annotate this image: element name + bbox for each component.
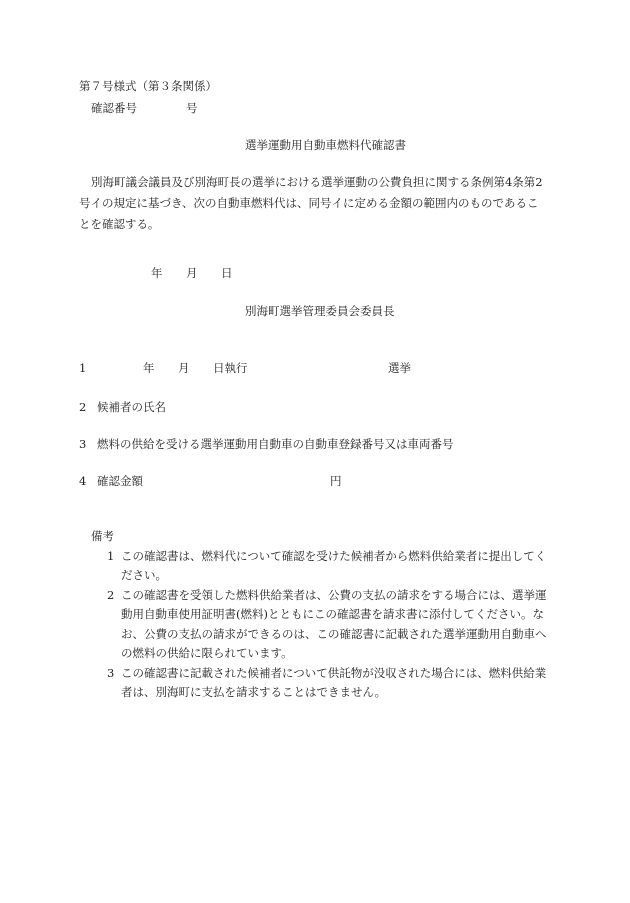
remark-note: [91, 664, 551, 703]
item-4-number: 4: [79, 474, 87, 488]
item-2-number: 2: [79, 400, 87, 414]
remark-note-text: この確認書を受領した燃料供給業者は、公費の支払の請求をする場合には、選挙運動用自動車使用証明書(燃料)とともにこの確認書を請求書に添付してください。なお、公費の支払の請求ができるのは、この確認書に記載された選挙運動用自動車への燃料の供給に限られています。: [121, 587, 547, 660]
remark-note-text: この確認書に記載された候補者について供託物が没収された場合には、燃料供給業者は、別海町に支払を請求することはできません。: [121, 665, 547, 699]
item-1-election-label: 選挙: [388, 361, 411, 375]
issuer-title: 別海町選挙管理委員会委員長: [245, 304, 395, 318]
item-3-vehicle-number-label: 燃料の供給を受ける選挙運動用自動車の自動車登録番号又は車両番号: [97, 437, 454, 451]
date-month-label: 月: [186, 266, 198, 280]
item-1-number: 1: [79, 361, 87, 375]
confirmation-number-label: 確認番号: [91, 101, 137, 115]
remark-note-number: 1: [107, 548, 115, 563]
remark-note-number: 2: [107, 587, 115, 602]
remarks-heading: 備考: [91, 529, 114, 543]
document-title: 選挙運動用自動車燃料代確認書: [245, 138, 406, 152]
item-4-amount-label: 確認金額: [97, 474, 143, 488]
intro-paragraph: 別海町議会議員及び別海町長の選挙における選挙運動の公費負担に関する条例第4条第2号イの規定に基づき、次の自動車燃料代は、同号イに定める金額の範囲内のものであることを確認する。: [79, 175, 543, 231]
date-day-label: 日: [221, 266, 233, 280]
remark-note-number: 3: [107, 665, 115, 680]
form-number-label: 第７号様式（第３条関係）: [79, 79, 217, 93]
remark-note-text: この確認書は、燃料代について確認を受けた候補者から燃料供給業者に提出してください。: [121, 548, 547, 582]
item-2-candidate-name-label: 候補者の氏名: [97, 400, 166, 414]
remark-note: [91, 586, 551, 664]
item-4-yen-unit: 円: [330, 474, 342, 488]
item-1-year-label: 年: [143, 361, 155, 375]
date-year-label: 年: [151, 266, 163, 280]
item-1-day-executed-label: 日執行: [213, 361, 248, 375]
item-1-month-label: 月: [178, 361, 190, 375]
confirmation-number-suffix: 号: [186, 101, 198, 115]
remarks-section: [91, 527, 551, 703]
item-3-number: 3: [79, 437, 87, 451]
remark-note: [91, 547, 551, 586]
